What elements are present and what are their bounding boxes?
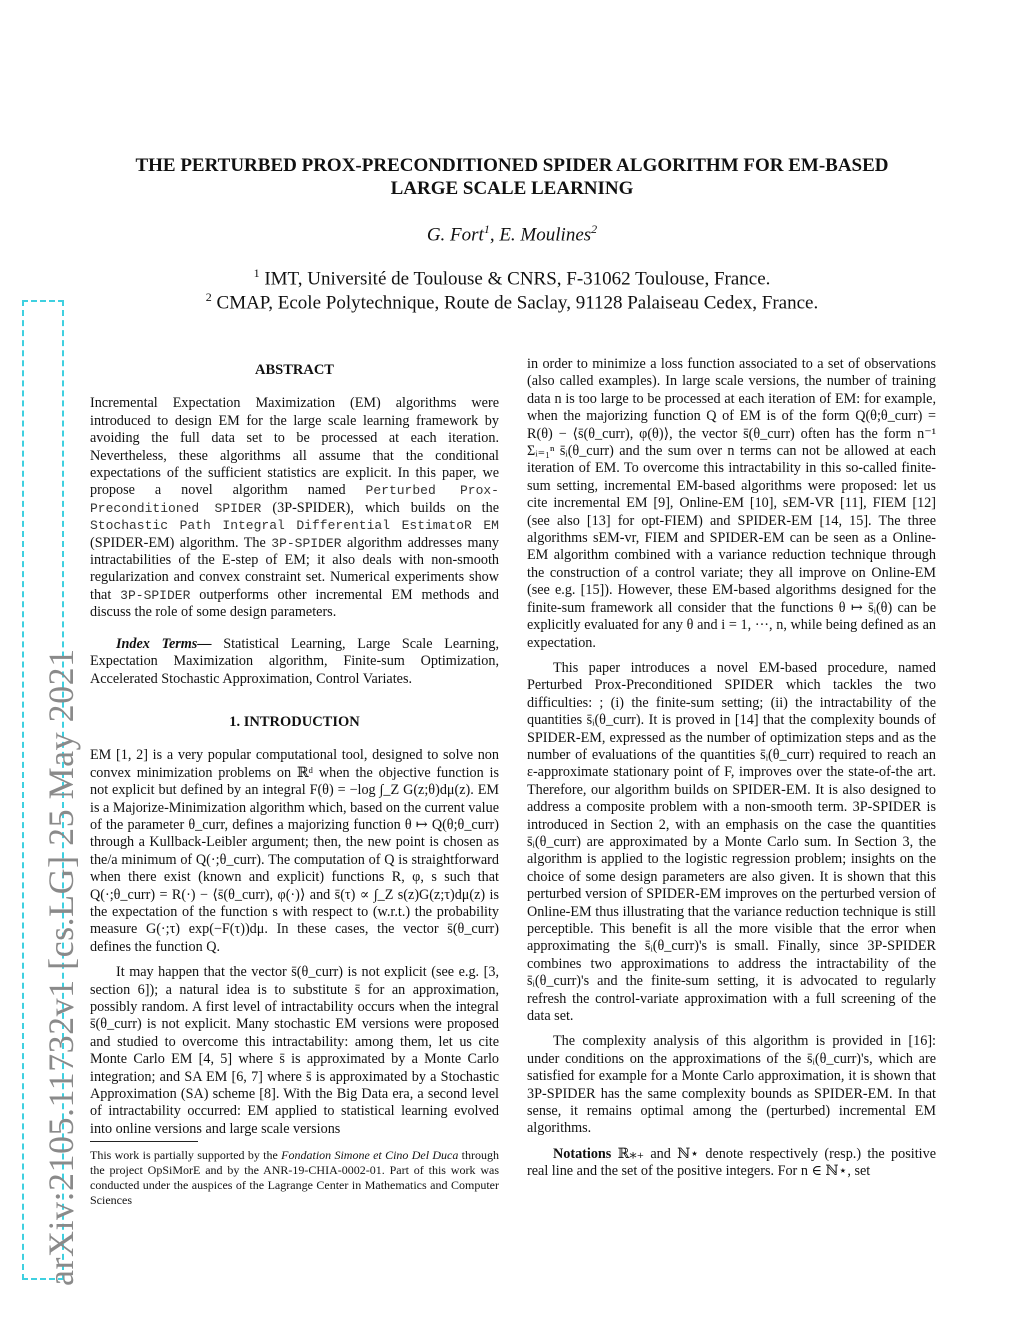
affiliation-sup: 2 [205,290,212,304]
arxiv-identifier: arXiv:2105.11732v1 [cs.LG] 25 May 2021 [41,648,81,1286]
intro-heading: 1. INTRODUCTION [229,713,360,730]
author-sup: 1 [483,222,490,236]
author-list: G. Fort$^1$, E. Moulines$^2$ [426,222,598,246]
author-sup: 2 [591,222,598,236]
author-name: E. Moulines [499,224,592,246]
notations-paragraph: Notations ℝ⁎₊ and ℕ⋆ denote respectively (resp.) the positive real line and the set of the positive integers. For n ∈ ℕ⋆, set [527,1145,936,1180]
intro-paragraph-2: It may happen that the vector s̄(θ_curr) is not explicit (see e.g. [3, section 6]); a natural idea is to substitute s̄ for an approximation, possibly random. A first level of intractability occurs when the integral s̄(θ_curr) is not explicit. Many stochastic EM versions were proposed and studied to overcome this intractability: among them, let us cite Monte Carlo EM [4, 5] where s̄ is approximated by a Monte Carlo integration; and SA EM [6, 7] where s̄ is approximated by a Stochastic Approximation (SA) scheme [8]. With the Big Data era, a second level of intractability occurred: EM applied to statistical learning evolved into online versions and large scale versions [90,964,499,1137]
abstract-body: Incremental Expectation Maximization (EM) algorithms were introduced to design EM for the large scale learning framework by avoiding the full data set to be processed at each iteration. Nevertheless, these algorithms all assume that the conditional expectations of the sufficient statistics are explicit. In this paper, we propose a novel algorithm named Perturbed Prox-Preconditioned SPIDER (3P-SPIDER), which builds on the Stochastic Path Integral Differential EstimatoR EM (SPIDER-EM) algorithm. The 3P-SPIDER algorithm addresses many intractabilities of the E-step of EM; it also deals with non-smooth regularization and convex constraint set. Numerical experiments show that 3P-SPIDER outperforms other incremental EM methods and discuss the role of some design parameters. [90,395,499,621]
affiliation [0,266,1024,290]
right-column [527,356,936,1189]
footnote: This work is partially supported by the Fondation Simone et Cino Del Duca through the project OpSiMorE and by the ANR-19-CHIA-0002-01. Part of this work was conducted under the auspices of the Lagrange Center in Mathematics and Computer Sciences [90,1148,499,1207]
paper-title: THE PERTURBED PROX-PRECONDITIONED SPIDER ALGORITHM FOR EM-BASED LARGE SCALE LEARNING [135,155,889,199]
right-paragraph-3: The complexity analysis of this algorithm is provided in [16]: under conditions on the approximations of the s̄ᵢ(θ_curr)'s, which are satisfied for example for a Monte Carlo approximation, it is shown that 3P-SPIDER has the same complexity bounds as SPIDER-EM. In that sense, it remains optimal among the (perturbed) incremental EM algorithms. [527,1033,936,1137]
left-column [90,352,499,1146]
intro-paragraph-1: EM [1, 2] is a very popular computational tool, designed to solve non convex minimization problems on ℝᵈ when the objective function is not explicit but defined by an integral F(θ) = −log ∫_Z G(z;θ)dμ(z). EM is a Majorize-Minimization algorithm which, based on the current value of the parameter θ_curr, defines a majorizing function θ ↦ Q(θ;θ_curr) through a Kullback-Leibler argument; then, the new point is chosen as the/a minimum of Q(·;θ_curr). The computation of Q is straightforward when there exist (known and explicit) functions R, φ, s such that Q(·;θ_curr) = R(·) − ⟨s̄(θ_curr), φ(·)⟩ and s̄(τ) ∝ ∫_Z s(z)G(z;τ)dμ(z) is the expectation of the function s with respect to (w.r.t.) the probability measure G(·;τ) exp(−F(τ))dμ. In these cases, the vector s̄(θ_curr) defines the function Q. [90,747,499,955]
right-paragraph-1: in order to minimize a loss function associated to a set of observations (also called examples). In large scale versions, the number of training data n is too large to be processed at each iteration of EM: for example, when the majorizing function Q of EM is of the form Q(θ;θ_curr) = R(θ) − ⟨s̄(θ_curr), φ(θ)⟩, the vector s̄(θ_curr) often has the form n⁻¹ Σᵢ₌₁ⁿ s̄ᵢ(θ_curr) and the sum over n terms can not be allowed at each iteration of EM. To overcome this intractability in this so-called finite-sum setting, incremental EM-based algorithms were proposed: let us cite incremental EM [9], Online-EM [10], sEM-VR [11], FIEM [12] (see also [13] for opt-FIEM) and SPIDER-EM [14, 15]. The three algorithms sEM-vr, FIEM and SPIDER-EM can be seen as a Online-EM algorithm combined with a variance reduction technique through the construction of a control variate; they all improve on Online-EM (see e.g. [15]). However, these EM-based algorithms designed for the finite-sum framework all consider that the functions θ ↦ s̄ᵢ(θ) can be explicitly evaluated for any θ and i = 1, ···, n, while being defined as an expectation. [527,356,936,651]
footnote-rule [90,1141,198,1142]
author-name: G. Fort [426,224,484,246]
affiliation [0,290,1024,314]
affiliation-text: CMAP, Ecole Polytechnique, Route de Saclay, 91128 Palaiseau Cedex, France. [216,292,819,314]
right-paragraph-2: This paper introduces a novel EM-based procedure, named Perturbed Prox-Preconditioned SPIDER which tackles the two difficulties: ; (i) the finite-sum setting; (ii) the intractability of the quantities s̄ᵢ(θ_curr). It is proved in [14] that the complexity bounds of SPIDER-EM, expressed as the number of optimization steps and as the number of evaluations of the quantities s̄ᵢ(θ_curr) required to reach an ε-approximate stationary point of F, improves over the state-of-the art. Therefore, our algorithm builds on SPIDER-EM. It is also designed to address a composite problem with a non-smooth term. 3P-SPIDER is introduced in Section 2, with an emphasis on the case the quantities s̄ᵢ(θ_curr) are approximated by a Monte Carlo sum. In Section 3, the algorithm is applied to the logistic regression problem; insights on the choice of some design parameters are also given. It is shown that this perturbed version of SPIDER-EM improves on the perturbed version of Online-EM thus illustrating that the variance reduction technique is still perceptible. This benefit is all the more visible that the error when approximating the s̄ᵢ(θ_curr)'s is small. Finally, since 3P-SPIDER combines two approximations to address the intractability of the s̄ᵢ(θ_curr)'s and the finite-sum setting, it is advocated to regularly refresh the control-variate approximation with a full screening of the data set. [527,659,936,1025]
affiliation-sup: 1 [253,266,260,280]
abstract-heading: ABSTRACT [255,362,334,378]
index-terms: Index Terms— Statistical Learning, Large Scale Learning, Expectation Maximization algorithm, Finite-sum Optimization, Accelerated Stochastic Approximation, Control Variates. [90,635,499,687]
affiliation-text: IMT, Université de Toulouse & CNRS, F-31062 Toulouse, France. [264,268,771,290]
